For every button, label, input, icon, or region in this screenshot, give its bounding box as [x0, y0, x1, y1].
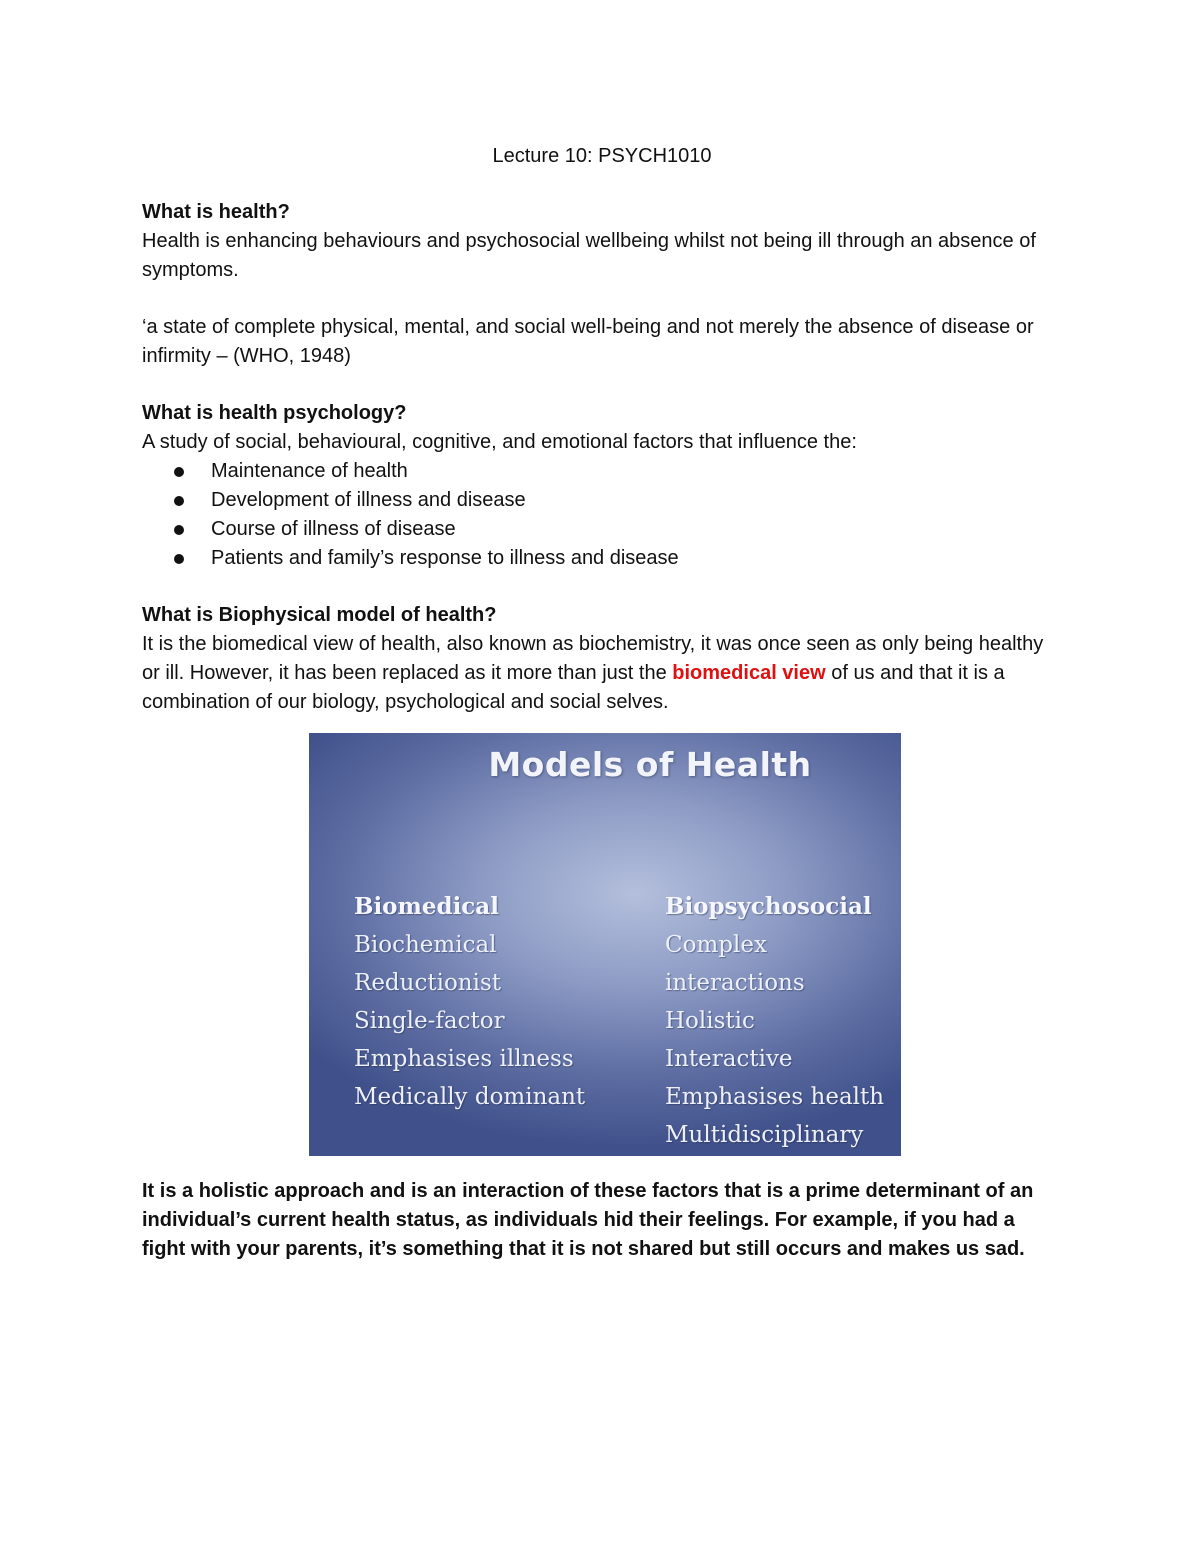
who-quote: ‘a state of complete physical, mental, and social well-being and not merely the absence of disease or infirmity – (WHO, 1948) [142, 316, 1034, 367]
slide-title: Models of Health [488, 745, 812, 784]
column-item: Single-factor [354, 1008, 505, 1034]
column-item: Complex interactions [665, 932, 805, 996]
column-item: Interactive [665, 1046, 793, 1072]
bullet-icon [174, 525, 184, 535]
closing-paragraph: It is a holistic approach and is an interaction of these factors that is a prime determinant of an individual’s current health status, as individuals hid their feelings. For example, if you had a fight with your parents, it’s something that it is not shared but still occurs and makes us sad. [142, 1180, 1034, 1260]
bullet-icon [174, 496, 184, 506]
list-item: Patients and family’s response to illness and disease [142, 544, 1062, 573]
heading-health-psychology: What is health psychology? [142, 402, 407, 424]
heading-what-is-health: What is health? [142, 201, 290, 223]
bullet-icon [174, 554, 184, 564]
column-item: Emphasises health [665, 1084, 885, 1110]
column-item: Reductionist [354, 970, 502, 996]
list-item: Development of illness and disease [142, 486, 1062, 515]
column-heading: Biopsychosocial [665, 893, 872, 920]
biopsychosocial-column [665, 888, 901, 1154]
column-item: Medically dominant [354, 1084, 586, 1110]
biomedical-column [354, 888, 585, 1116]
heading-biophysical-model: What is Biophysical model of health? [142, 604, 497, 626]
column-heading: Biomedical [354, 893, 499, 920]
highlighted-term: biomedical view [672, 662, 826, 684]
factors-list [142, 457, 1062, 573]
list-item: Maintenance of health [142, 457, 1062, 486]
list-item: Course of illness of disease [142, 515, 1062, 544]
bullet-icon [174, 467, 184, 477]
models-of-health-slide-image [309, 733, 901, 1156]
column-item: Holistic [665, 1008, 755, 1034]
document-body [142, 142, 1062, 717]
document-title: Lecture 10: PSYCH1010 [492, 145, 712, 167]
health-definition: Health is enhancing behaviours and psychosocial wellbeing whilst not being ill through an absence of symptoms. [142, 230, 1036, 281]
health-psychology-intro: A study of social, behavioural, cognitive, and emotional factors that influence the: [142, 431, 857, 453]
biophysical-paragraph: It is the biomedical view of health, also known as biochemistry, it was once seen as only being healthy or ill. However, it has been replaced as it more than just the biomedical view of us and that it is a combination of our biology, psychological and social selves. [142, 633, 1044, 713]
column-item: Biochemical [354, 932, 497, 958]
column-item: Multidisciplinary [665, 1122, 864, 1148]
column-item: Emphasises illness [354, 1046, 574, 1072]
